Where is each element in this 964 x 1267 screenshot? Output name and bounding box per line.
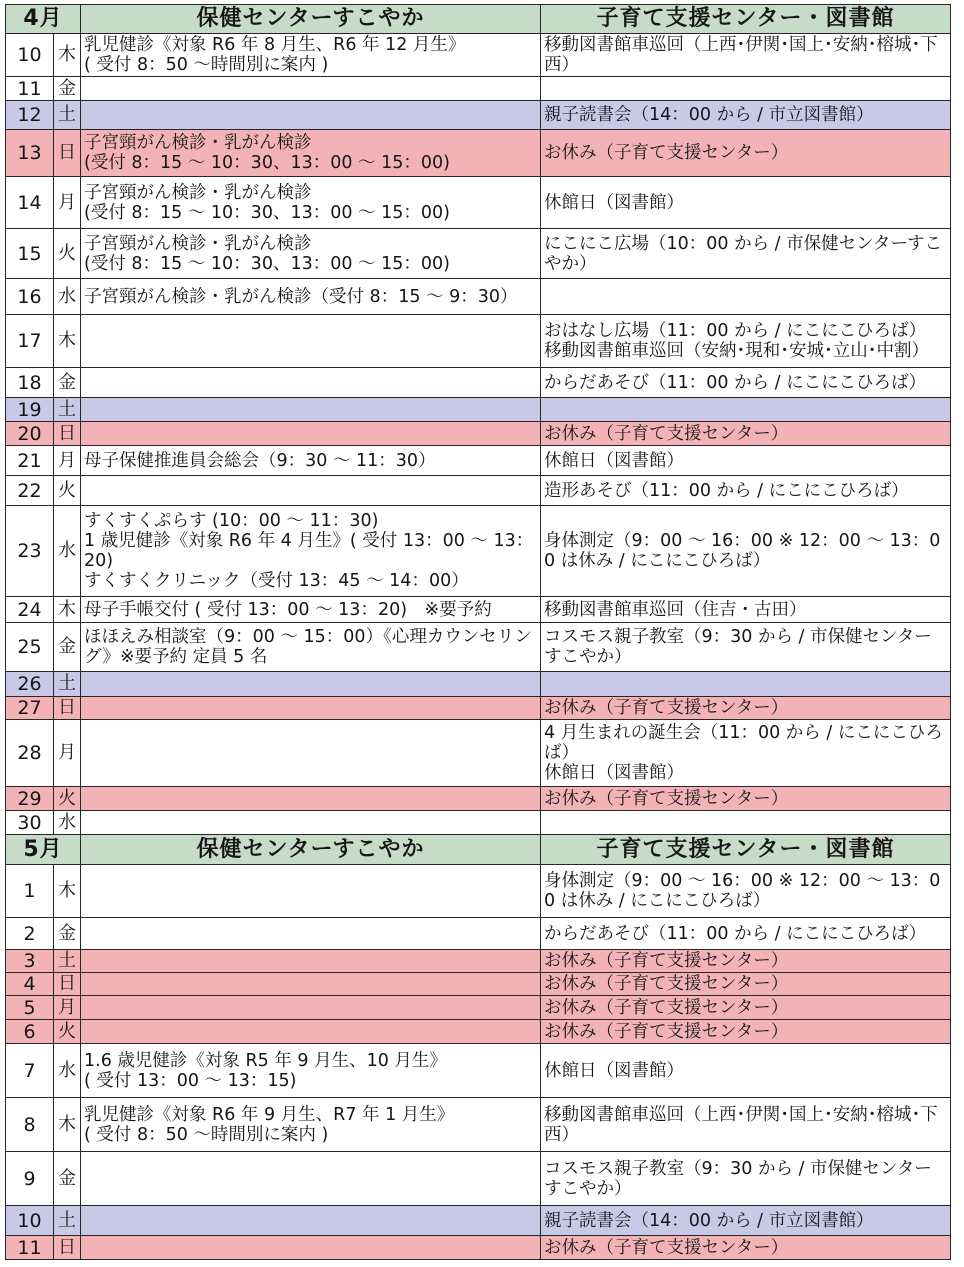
support-center-cell <box>541 398 951 422</box>
weekday-cell-text: 日 <box>58 422 76 444</box>
support-center-cell-text: 親子読書会（14：00 から / 市立図書館） <box>544 1210 874 1231</box>
day-cell <box>6 1020 54 1044</box>
table-row <box>6 229 951 279</box>
support-center-cell-text: おはなし広場（11：00 から / にこにこひろば） 移動図書館車巡回（安納･現和･安城･立山･中割） <box>544 321 929 361</box>
support-center-cell-text: お休み（子育て支援センター） <box>544 788 789 809</box>
weekday-cell-text: 月 <box>58 996 76 1018</box>
weekday-cell <box>54 973 81 996</box>
health-center-cell <box>81 368 541 398</box>
support-center-cell-text: 親子読書会（14：00 から / 市立図書館） <box>544 105 874 125</box>
support-center-cell-text: からだあそび（11：00 から / にこにこひろば） <box>544 372 927 393</box>
health-center-cell <box>81 130 541 177</box>
health-center-cell <box>81 623 541 672</box>
support-center-cell <box>541 77 951 101</box>
weekday-cell-text: 水 <box>58 1059 76 1081</box>
day-cell-text: 1 <box>23 880 36 902</box>
table-row <box>6 1236 951 1260</box>
support-center-cell <box>541 1206 951 1236</box>
support-center-cell <box>541 229 951 279</box>
weekday-cell-text: 日 <box>58 973 76 994</box>
table-row <box>6 1020 951 1044</box>
weekday-cell <box>54 34 81 77</box>
weekday-cell <box>54 446 81 476</box>
support-center-cell-text: お休み（子育て支援センター） <box>544 423 789 444</box>
health-center-cell <box>81 177 541 229</box>
day-cell <box>6 597 54 623</box>
health-center-cell <box>81 77 541 101</box>
day-cell <box>6 811 54 835</box>
day-cell <box>6 398 54 422</box>
day-cell-text: 30 <box>17 811 42 834</box>
weekday-cell <box>54 1020 81 1044</box>
day-cell <box>6 1236 54 1260</box>
weekday-cell <box>54 996 81 1020</box>
month-label <box>6 835 81 865</box>
weekday-cell <box>54 229 81 279</box>
day-cell <box>6 1098 54 1152</box>
support-center-cell <box>541 177 951 229</box>
weekday-cell-text: 土 <box>58 950 76 971</box>
support-center-cell <box>541 597 951 623</box>
day-cell <box>6 787 54 811</box>
weekday-cell <box>54 422 81 446</box>
day-cell-text: 21 <box>17 449 42 472</box>
weekday-cell-text: 金 <box>58 1167 76 1189</box>
day-cell-text: 10 <box>17 44 42 66</box>
table-row <box>6 1044 951 1098</box>
support-center-header-text: 子育て支援センター・図書館 <box>596 6 895 31</box>
weekday-cell <box>54 368 81 398</box>
day-cell-text: 5 <box>23 996 36 1019</box>
health-center-header <box>81 5 541 34</box>
weekday-cell-text: 木 <box>58 598 76 620</box>
support-center-header-text: 子育て支援センター・図書館 <box>596 836 895 862</box>
day-cell <box>6 422 54 446</box>
support-center-cell-text: 休館日（図書館） <box>544 192 684 213</box>
table-row <box>6 77 951 101</box>
day-cell <box>6 177 54 229</box>
support-center-cell <box>541 865 951 918</box>
health-center-cell <box>81 398 541 422</box>
weekday-cell <box>54 697 81 720</box>
health-center-cell <box>81 1236 541 1260</box>
day-cell-text: 19 <box>17 398 42 421</box>
table-row <box>6 865 951 918</box>
table-row <box>6 1152 951 1206</box>
table-row <box>6 446 951 476</box>
day-cell-text: 8 <box>23 1113 36 1136</box>
weekday-cell-text: 金 <box>58 636 76 657</box>
day-cell-text: 18 <box>17 371 42 394</box>
day-cell <box>6 506 54 597</box>
day-cell <box>6 918 54 950</box>
support-center-cell-text: コスモス親子教室（9：30 から / 市保健センターすこやか） <box>544 627 932 667</box>
table-row <box>6 597 951 623</box>
health-center-cell <box>81 996 541 1020</box>
day-cell-text: 12 <box>17 104 42 126</box>
weekday-cell <box>54 1236 81 1260</box>
weekday-cell <box>54 865 81 918</box>
support-center-header <box>541 5 951 34</box>
support-center-cell <box>541 918 951 950</box>
day-cell-text: 4 <box>23 973 36 995</box>
weekday-cell-text: 木 <box>58 880 76 901</box>
support-center-cell <box>541 446 951 476</box>
health-center-cell-text: 乳児健診《対象 R6 年 9 月生、R7 年 1 月生》 ( 受付 8：50 ～時間別に案内 ) <box>84 1104 455 1145</box>
weekday-cell-text: 月 <box>58 742 76 763</box>
weekday-cell <box>54 177 81 229</box>
day-cell <box>6 623 54 672</box>
day-cell-text: 6 <box>23 1020 36 1043</box>
support-center-cell <box>541 697 951 720</box>
health-center-cell <box>81 918 541 950</box>
health-center-cell <box>81 950 541 973</box>
health-center-cell <box>81 101 541 130</box>
health-center-cell <box>81 597 541 623</box>
weekday-cell-text: 月 <box>58 191 76 213</box>
health-center-cell <box>81 973 541 996</box>
support-center-cell-text: 移動図書館車巡回（住吉・古田） <box>544 599 807 620</box>
health-center-cell-text: すくすくぷらす (10：00 ～ 11：30) 1 歳児健診《対象 R6 年 4 月生》( 受付 13：00 ～ 13：20) すくすくクリニック（受付 13：45 ～ 14：00） <box>84 511 534 591</box>
day-cell-text: 11 <box>17 77 42 100</box>
weekday-cell <box>54 506 81 597</box>
weekday-cell <box>54 279 81 315</box>
support-center-cell-text: からだあそび（11：00 から / にこにこひろば） <box>544 923 927 944</box>
table-row <box>6 101 951 130</box>
weekday-cell <box>54 315 81 368</box>
support-center-cell <box>541 476 951 506</box>
weekday-cell <box>54 101 81 130</box>
day-cell-text: 2 <box>23 922 36 945</box>
health-center-cell <box>81 279 541 315</box>
weekday-cell <box>54 811 81 835</box>
month-label <box>6 5 81 34</box>
health-center-cell-text: 子宮頸がん検診・乳がん検診 (受付 8：15 ～ 10：30、13：00 ～ 15：00) <box>84 233 450 274</box>
day-cell-text: 25 <box>17 636 42 658</box>
health-center-header-text: 保健センターすこやか <box>196 836 425 862</box>
day-cell-text: 3 <box>23 950 36 972</box>
health-center-cell <box>81 506 541 597</box>
table-row <box>6 506 951 597</box>
weekday-cell <box>54 672 81 697</box>
table-row <box>6 672 951 697</box>
weekday-cell <box>54 918 81 950</box>
table-row <box>6 130 951 177</box>
weekday-cell-text: 火 <box>58 787 76 809</box>
health-center-cell <box>81 672 541 697</box>
support-center-cell-text: お休み（子育て支援センター） <box>544 997 789 1018</box>
table-row <box>6 697 951 720</box>
health-center-cell <box>81 476 541 506</box>
weekday-cell <box>54 77 81 101</box>
support-center-cell-text: お休み（子育て支援センター） <box>544 143 789 163</box>
day-cell-text: 17 <box>17 330 42 352</box>
day-cell-text: 13 <box>17 142 42 164</box>
health-center-header <box>81 835 541 865</box>
table-row <box>6 996 951 1020</box>
table-row <box>6 476 951 506</box>
support-center-cell-text: 移動図書館車巡回（上西･伊関･国上･安納･榕城･下西） <box>544 35 938 75</box>
health-center-cell <box>81 697 541 720</box>
weekday-cell <box>54 476 81 506</box>
month-header-row <box>6 5 951 34</box>
day-cell <box>6 1152 54 1206</box>
health-center-cell <box>81 811 541 835</box>
weekday-cell <box>54 1152 81 1206</box>
day-cell-text: 24 <box>17 598 42 621</box>
month-label-text: 4月 <box>23 6 63 31</box>
weekday-cell <box>54 1098 81 1152</box>
weekday-cell-text: 水 <box>58 285 76 307</box>
table-row <box>6 787 951 811</box>
weekday-cell-text: 水 <box>58 540 76 561</box>
health-center-cell-text: 子宮頸がん検診・乳がん検診 (受付 8：15 ～ 10：30、13：00 ～ 15：00) <box>84 182 450 223</box>
support-center-cell-text: 身体測定（9：00 ～ 16：00 ※ 12：00 ～ 13：00 は休み / にこにこひろば） <box>544 531 941 571</box>
support-center-cell <box>541 623 951 672</box>
day-cell <box>6 865 54 918</box>
health-center-cell-text: 母子手帳交付 ( 受付 13：00 ～ 13：20) ※要予約 <box>84 599 492 620</box>
support-center-cell-text: お休み（子育て支援センター） <box>544 1237 789 1258</box>
month-header-row <box>6 835 951 865</box>
day-cell-text: 27 <box>17 697 42 719</box>
support-center-cell-text: お休み（子育て支援センター） <box>544 698 789 718</box>
weekday-cell <box>54 398 81 422</box>
health-center-cell <box>81 446 541 476</box>
support-center-cell-text: 移動図書館車巡回（上西･伊関･国上･安納･榕城･下西） <box>544 1104 938 1145</box>
weekday-cell-text: 木 <box>58 330 76 351</box>
health-center-cell <box>81 229 541 279</box>
support-center-cell <box>541 34 951 77</box>
day-cell <box>6 130 54 177</box>
day-cell <box>6 315 54 368</box>
day-cell-text: 23 <box>17 540 42 562</box>
support-center-cell <box>541 720 951 787</box>
support-center-cell <box>541 996 951 1020</box>
day-cell <box>6 1206 54 1236</box>
table-row <box>6 315 951 368</box>
table-row <box>6 720 951 787</box>
table-row <box>6 177 951 229</box>
health-center-cell <box>81 34 541 77</box>
day-cell <box>6 720 54 787</box>
weekday-cell <box>54 1044 81 1098</box>
day-cell-text: 20 <box>17 422 42 445</box>
weekday-cell-text: 火 <box>58 242 76 264</box>
support-center-cell <box>541 787 951 811</box>
day-cell <box>6 672 54 697</box>
day-cell <box>6 446 54 476</box>
table-row <box>6 811 951 835</box>
health-center-cell-text: 子宮頸がん検診・乳がん検診 (受付 8：15 ～ 10：30、13：00 ～ 15：00) <box>84 133 450 173</box>
weekday-cell <box>54 597 81 623</box>
support-center-cell-text: 休館日（図書館） <box>544 1060 684 1081</box>
day-cell-text: 10 <box>17 1209 42 1232</box>
weekday-cell <box>54 950 81 973</box>
support-center-cell-text: お休み（子育て支援センター） <box>544 951 789 971</box>
weekday-cell-text: 土 <box>58 673 76 694</box>
weekday-cell-text: 土 <box>58 1209 76 1231</box>
month-label-text: 5月 <box>23 836 63 862</box>
day-cell <box>6 229 54 279</box>
weekday-cell-text: 水 <box>58 811 76 833</box>
support-center-cell-text: 造形あそび（11：00 から / にこにこひろば） <box>544 480 909 501</box>
support-center-cell <box>541 1152 951 1206</box>
day-cell <box>6 476 54 506</box>
health-center-header-text: 保健センターすこやか <box>196 6 425 31</box>
support-center-cell-text: 身体測定（9：00 ～ 16：00 ※ 12：00 ～ 13：00 は休み / にこにこひろば） <box>544 871 941 911</box>
support-center-cell <box>541 973 951 996</box>
table-row <box>6 422 951 446</box>
day-cell-text: 15 <box>17 242 42 265</box>
health-center-cell <box>81 1206 541 1236</box>
support-center-cell <box>541 1044 951 1098</box>
day-cell <box>6 101 54 130</box>
weekday-cell <box>54 130 81 177</box>
health-center-cell <box>81 1098 541 1152</box>
support-center-cell-text: 4 月生まれの誕生会（11：00 から / にこにこひろば） 休館日（図書館） <box>544 723 943 783</box>
support-center-cell <box>541 101 951 130</box>
day-cell <box>6 973 54 996</box>
table-row <box>6 623 951 672</box>
day-cell-text: 7 <box>23 1059 36 1082</box>
weekday-cell-text: 金 <box>58 77 76 99</box>
day-cell <box>6 950 54 973</box>
health-center-cell <box>81 1044 541 1098</box>
day-cell <box>6 996 54 1020</box>
health-center-cell <box>81 865 541 918</box>
day-cell <box>6 1044 54 1098</box>
day-cell <box>6 279 54 315</box>
day-cell <box>6 77 54 101</box>
health-center-cell <box>81 1020 541 1044</box>
support-center-cell <box>541 368 951 398</box>
table-row <box>6 34 951 77</box>
weekday-cell-text: 木 <box>58 1113 76 1135</box>
weekday-cell-text: 日 <box>58 697 76 718</box>
day-cell-text: 22 <box>17 479 42 502</box>
day-cell-text: 26 <box>17 673 42 695</box>
table-row <box>6 1206 951 1236</box>
health-center-cell <box>81 787 541 811</box>
weekday-cell-text: 木 <box>58 44 76 65</box>
health-center-cell <box>81 315 541 368</box>
weekday-cell-text: 土 <box>58 104 76 125</box>
support-center-cell <box>541 315 951 368</box>
health-center-cell-text: 1.6 歳児健診《対象 R5 年 9 月生、10 月生》 ( 受付 13：00 ～ 13：15) <box>84 1050 447 1091</box>
table-row <box>6 398 951 422</box>
weekday-cell-text: 日 <box>58 142 76 163</box>
weekday-cell-text: 金 <box>58 922 76 944</box>
table-row <box>6 973 951 996</box>
support-center-cell <box>541 279 951 315</box>
table-row <box>6 279 951 315</box>
schedule-table <box>5 4 951 1260</box>
support-center-cell <box>541 1098 951 1152</box>
day-cell <box>6 34 54 77</box>
weekday-cell <box>54 1206 81 1236</box>
weekday-cell-text: 土 <box>58 398 76 420</box>
weekday-cell <box>54 720 81 787</box>
support-center-cell-text: コスモス親子教室（9：30 から / 市保健センターすこやか） <box>544 1158 932 1199</box>
health-center-cell-text: ほほえみ相談室（9：00 ～ 15：00）《心理カウンセリング》※要予約 定員 5 名 <box>84 627 532 667</box>
day-cell-text: 29 <box>17 787 42 810</box>
support-center-header <box>541 835 951 865</box>
weekday-cell-text: 火 <box>58 479 76 501</box>
support-center-cell <box>541 130 951 177</box>
weekday-cell <box>54 787 81 811</box>
day-cell <box>6 368 54 398</box>
support-center-cell-text: お休み（子育て支援センター） <box>544 1021 789 1042</box>
support-center-cell-text: お休み（子育て支援センター） <box>544 974 789 994</box>
support-center-cell <box>541 1236 951 1260</box>
day-cell-text: 14 <box>17 191 42 214</box>
support-center-cell-text: にこにこ広場（10：00 から / 市保健センターすこやか） <box>544 233 943 274</box>
support-center-cell <box>541 672 951 697</box>
table-row <box>6 950 951 973</box>
day-cell-text: 9 <box>23 1167 36 1190</box>
health-center-cell-text: 乳児健診《対象 R6 年 8 月生、R6 年 12 月生》 ( 受付 8：50 ～時間別に案内 ) <box>84 35 466 75</box>
weekday-cell-text: 火 <box>58 1020 76 1042</box>
health-center-cell <box>81 1152 541 1206</box>
table-row <box>6 368 951 398</box>
weekday-cell <box>54 623 81 672</box>
weekday-cell-text: 月 <box>58 449 76 471</box>
health-center-cell-text: 母子保健推進員会総会（9：30 ～ 11：30） <box>84 450 436 471</box>
day-cell-text: 11 <box>17 1236 42 1259</box>
support-center-cell <box>541 1020 951 1044</box>
day-cell-text: 16 <box>17 285 42 308</box>
table-row <box>6 918 951 950</box>
table-row <box>6 1098 951 1152</box>
weekday-cell-text: 日 <box>58 1236 76 1258</box>
health-center-cell <box>81 720 541 787</box>
day-cell-text: 28 <box>17 742 42 764</box>
support-center-cell-text: 休館日（図書館） <box>544 450 684 471</box>
health-center-cell <box>81 422 541 446</box>
health-center-cell-text: 子宮頸がん検診・乳がん検診（受付 8：15 ～ 9：30） <box>84 286 518 307</box>
support-center-cell <box>541 950 951 973</box>
support-center-cell <box>541 422 951 446</box>
day-cell <box>6 697 54 720</box>
support-center-cell <box>541 811 951 835</box>
support-center-cell <box>541 506 951 597</box>
weekday-cell-text: 金 <box>58 371 76 393</box>
